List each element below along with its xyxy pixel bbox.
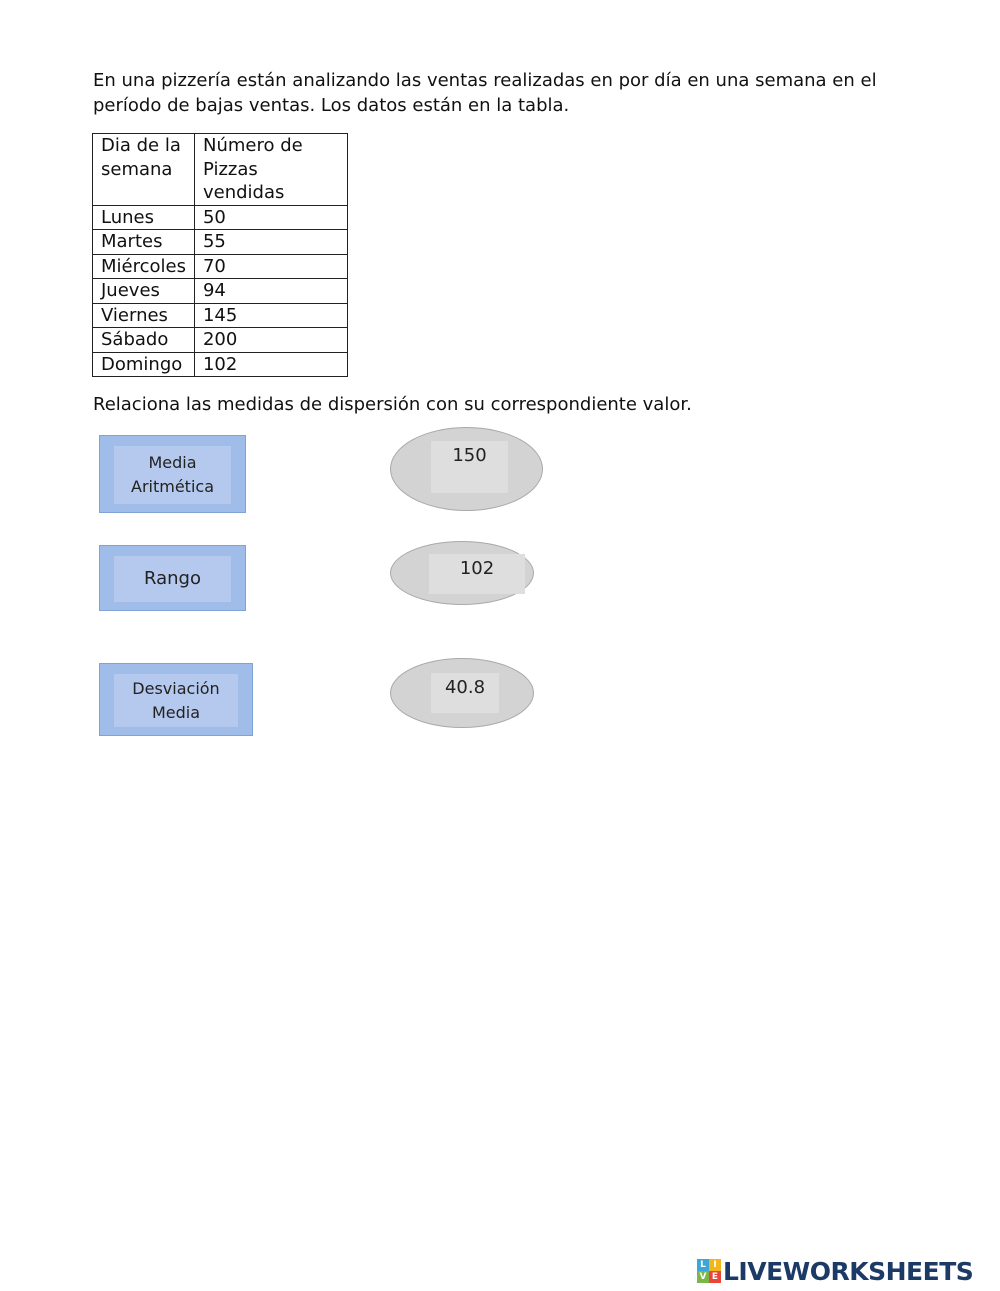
- cell-day: Domingo: [93, 352, 195, 377]
- header-pizzas: Número de Pizzas vendidas: [194, 134, 347, 206]
- instruction-text: Relaciona las medidas de dispersión con su correspondiente valor.: [93, 394, 692, 415]
- measure-box-desviacion-media[interactable]: [99, 663, 253, 736]
- value-label: 150: [431, 441, 508, 493]
- measure-label-line1: Desviación: [132, 678, 220, 698]
- measure-label: [114, 556, 231, 602]
- logo-block: V: [697, 1271, 709, 1283]
- logo-block: E: [709, 1271, 721, 1283]
- measure-box-media-aritmetica[interactable]: [99, 435, 246, 513]
- cell-pizzas: 145: [194, 303, 347, 328]
- table-row: [93, 254, 348, 279]
- table-row: [93, 352, 348, 377]
- cell-day: Lunes: [93, 205, 195, 230]
- measure-label: [114, 446, 231, 504]
- measure-label-line2: Aritmética: [131, 477, 214, 496]
- cell-pizzas: 55: [194, 230, 347, 255]
- header-day: Dia de la semana: [93, 134, 195, 206]
- cell-day: Sábado: [93, 328, 195, 353]
- logo-text: LIVEWORKSHEETS: [723, 1256, 974, 1286]
- liveworksheets-logo: [697, 1255, 973, 1287]
- cell-day: Miércoles: [93, 254, 195, 279]
- table-row: [93, 328, 348, 353]
- intro-text: En una pizzería están analizando las ventas realizadas en por día en una semana en el período de bajas ventas. Los datos están en la tabla.: [93, 70, 877, 116]
- cell-pizzas: 94: [194, 279, 347, 304]
- table-header-row: [93, 134, 348, 206]
- cell-pizzas: 70: [194, 254, 347, 279]
- measure-label-line1: Rango: [144, 568, 201, 589]
- value-ellipse-40-8[interactable]: [390, 658, 534, 728]
- table-row: [93, 279, 348, 304]
- cell-pizzas: 200: [194, 328, 347, 353]
- logo-blocks-icon: [697, 1259, 721, 1283]
- logo-block: I: [709, 1259, 721, 1271]
- measure-box-rango[interactable]: [99, 545, 246, 611]
- measure-label: [114, 674, 238, 727]
- value-ellipse-150[interactable]: [390, 427, 543, 511]
- cell-pizzas: 102: [194, 352, 347, 377]
- table-row: [93, 205, 348, 230]
- table-row: [93, 303, 348, 328]
- cell-day: Martes: [93, 230, 195, 255]
- value-label: 102: [429, 554, 525, 594]
- cell-day: Jueves: [93, 279, 195, 304]
- value-label: 40.8: [431, 673, 499, 713]
- sales-table: [92, 133, 348, 377]
- measure-label-line2: Media: [151, 702, 201, 722]
- cell-day: Viernes: [93, 303, 195, 328]
- logo-block: L: [697, 1259, 709, 1271]
- value-ellipse-102[interactable]: [390, 541, 534, 605]
- cell-pizzas: 50: [194, 205, 347, 230]
- table-row: [93, 230, 348, 255]
- measure-label-line1: Media: [148, 453, 197, 472]
